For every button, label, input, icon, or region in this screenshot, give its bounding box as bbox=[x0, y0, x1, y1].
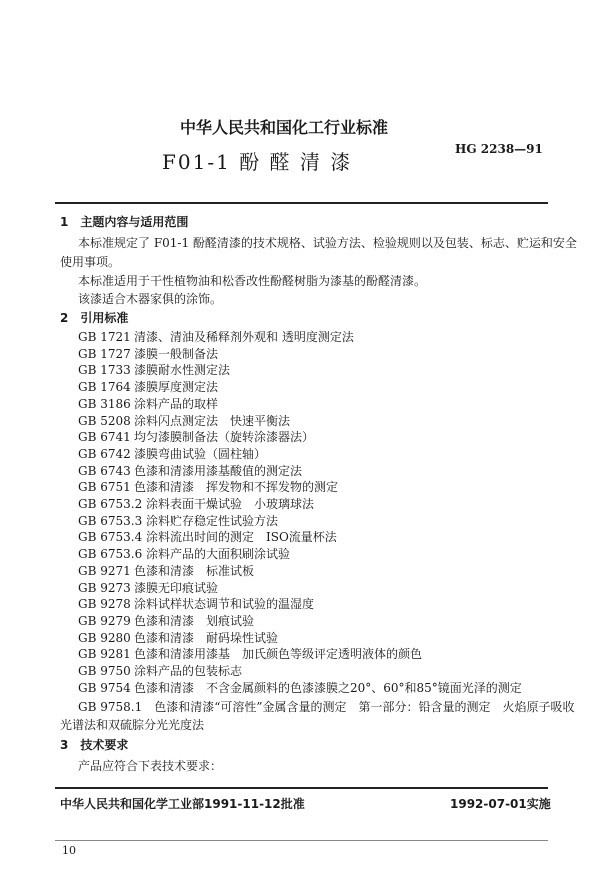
standard-title: 涂料流出时间的测定 ISO流量杯法 bbox=[146, 530, 337, 545]
org-title: 中华人民共和国化工行业标准 bbox=[180, 118, 389, 137]
list-item bbox=[78, 396, 218, 413]
standard-title: 色漆和清漆 耐码垛性试验 bbox=[134, 630, 279, 645]
standard-number: HG 2238—91 bbox=[455, 142, 543, 156]
list-item bbox=[78, 446, 266, 463]
standard-title: 色漆和清漆用漆基酸值的测定法 bbox=[134, 463, 303, 478]
page-number: 10 bbox=[62, 844, 76, 857]
list-item bbox=[78, 529, 337, 546]
standard-code: GB 9271 bbox=[78, 563, 131, 578]
standard-code: GB 6741 bbox=[78, 430, 131, 445]
list-item bbox=[78, 329, 354, 346]
list-item bbox=[78, 630, 278, 647]
standard-code: GB 1733 bbox=[78, 363, 131, 378]
approval-info: 中华人民共和国化学工业部1991-11-12批准 bbox=[60, 797, 305, 811]
section-2-heading: 2 引用标准 bbox=[60, 311, 129, 325]
list-item bbox=[78, 596, 314, 613]
list-item bbox=[78, 646, 422, 663]
standard-code: GB 9273 bbox=[78, 580, 131, 595]
list-item-continuation: 光谱法和双硫腙分光光度法 bbox=[60, 718, 205, 732]
standard-title: 色漆和清漆 标准试板 bbox=[134, 563, 255, 578]
standard-title: 漆膜厚度测定法 bbox=[134, 380, 219, 395]
list-item bbox=[78, 413, 290, 430]
standard-code: GB 9750 bbox=[78, 664, 131, 678]
standard-title: 涂料产品的取样 bbox=[134, 396, 219, 411]
list-item bbox=[78, 513, 278, 530]
standard-title: 涂料产品的包装标志 bbox=[134, 664, 243, 678]
list-item bbox=[78, 613, 254, 630]
list-item bbox=[78, 379, 218, 396]
header-rule bbox=[55, 202, 548, 204]
paragraph: 该漆适合木器家俱的涂饰。 bbox=[78, 292, 223, 306]
standard-title: 漆膜弯曲试验（圆柱轴） bbox=[134, 446, 267, 461]
footer-rule bbox=[55, 787, 548, 789]
paragraph: 本标准适用于干性植物油和松香改性酚醛树脂为漆基的酚醛清漆。 bbox=[78, 274, 427, 288]
standard-title: 涂料贮存稳定性试验方法 bbox=[146, 513, 279, 528]
standard-title: 清漆、清油及稀释剂外观和 透明度测定法 bbox=[134, 330, 354, 344]
standard-code: GB 1727 bbox=[78, 346, 131, 361]
standard-title: 色漆和清漆 划痕试验 bbox=[134, 613, 255, 628]
list-item bbox=[78, 362, 230, 379]
list-item bbox=[78, 346, 218, 363]
standard-code: GB 1721 bbox=[78, 330, 131, 344]
standard-code: GB 6753.3 bbox=[78, 513, 143, 528]
standard-code: GB 9281 bbox=[78, 647, 131, 662]
list-item: GB 9758.1 色漆和清漆“可溶性”金属含量的测定 第一部分：铅含量的测定 火焰原子吸收 bbox=[78, 700, 575, 714]
list-item bbox=[78, 580, 218, 597]
list-item bbox=[78, 429, 314, 446]
standard-code: GB 5208 bbox=[78, 413, 131, 428]
list-item bbox=[78, 479, 338, 496]
standard-code: GB 6753.2 bbox=[78, 497, 143, 511]
page-rule bbox=[55, 840, 548, 841]
document-title: F01-1 酚 醛 清 漆 bbox=[162, 150, 353, 174]
paragraph: 使用事项。 bbox=[60, 255, 121, 269]
list-item bbox=[78, 496, 314, 513]
standard-code: GB 9278 bbox=[78, 597, 131, 612]
standard-title: 漆膜一般制备法 bbox=[134, 346, 219, 361]
standard-title: 色漆和清漆 挥发物和不挥发物的测定 bbox=[134, 480, 339, 495]
section-1-heading: 1 主题内容与适用范围 bbox=[60, 215, 189, 229]
standard-title: 色漆和清漆用漆基 加氏颜色等级评定透明液体的颜色 bbox=[134, 647, 423, 662]
list-item bbox=[78, 546, 290, 563]
standard-title: 色漆和清漆 不含金属颜料的色漆漆膜之20°、60°和85°镜面光泽的测定 bbox=[134, 680, 522, 695]
standard-code: GB 9754 bbox=[78, 680, 131, 695]
list-item bbox=[78, 663, 242, 680]
list-item bbox=[78, 680, 522, 697]
standard-code: GB 1764 bbox=[78, 380, 131, 395]
standard-title: 涂料表面干燥试验 小玻璃球法 bbox=[146, 497, 315, 511]
standard-title: 均匀漆膜制备法（旋转涂漆器法） bbox=[134, 430, 315, 445]
paragraph: 产品应符合下表技术要求： bbox=[78, 759, 223, 773]
paragraph: 本标准规定了 F01-1 酚醛清漆的技术规格、试验方法、检验规则以及包装、标志、贮运和安全 bbox=[78, 236, 577, 250]
standard-code: GB 3186 bbox=[78, 396, 131, 411]
standard-code: GB 9280 bbox=[78, 630, 131, 645]
standard-title: 涂料试样状态调节和试验的温湿度 bbox=[134, 597, 315, 612]
standard-code: GB 6751 bbox=[78, 480, 131, 495]
standard-code: GB 6742 bbox=[78, 446, 131, 461]
standard-code: GB 6753.4 bbox=[78, 530, 143, 545]
standard-code: GB 6753.6 bbox=[78, 547, 143, 562]
standard-title: 涂料闪点测定法 快速平衡法 bbox=[134, 413, 291, 428]
section-3-heading: 3 技术要求 bbox=[60, 738, 129, 752]
list-item bbox=[78, 563, 254, 580]
standard-title: 涂料产品的大面积刷涂试验 bbox=[146, 547, 291, 562]
standard-title: 漆膜无印痕试验 bbox=[134, 580, 219, 595]
standard-code: GB 9279 bbox=[78, 613, 131, 628]
standard-title: 漆膜耐水性测定法 bbox=[134, 363, 231, 378]
standard-code: GB 6743 bbox=[78, 463, 131, 478]
list-item bbox=[78, 463, 302, 480]
effective-date: 1992-07-01实施 bbox=[450, 797, 551, 811]
referenced-standards-list bbox=[0, 329, 600, 697]
